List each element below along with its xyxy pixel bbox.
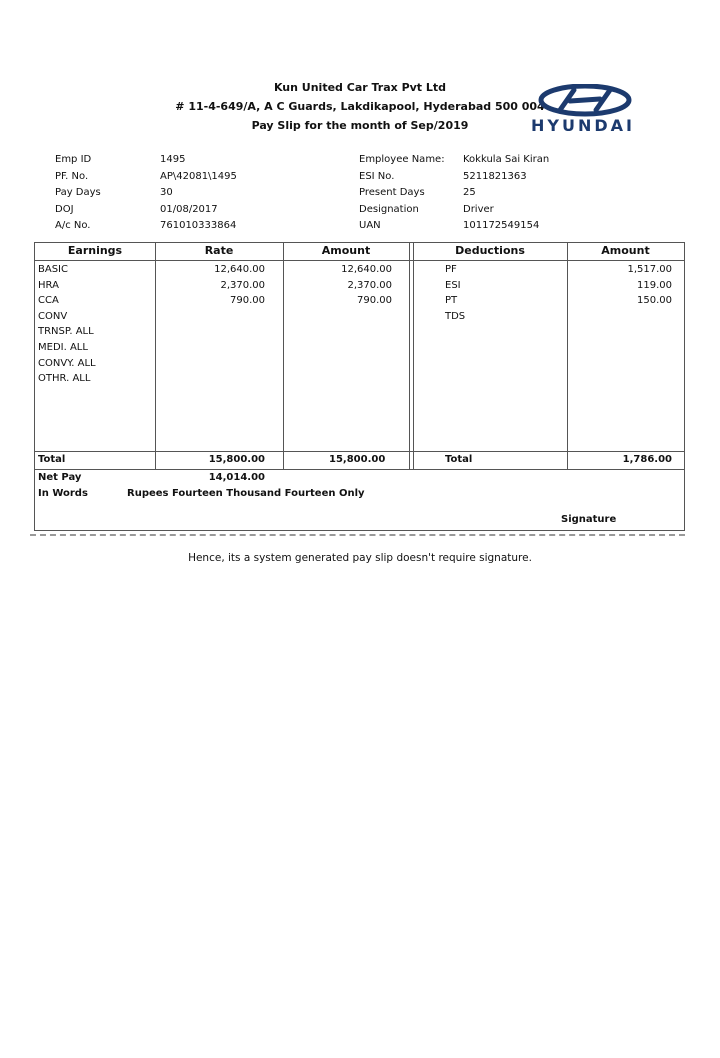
earning-name: CONVY. ALL — [38, 357, 96, 369]
payslip-title: Pay Slip for the month of Sep/2019 — [251, 119, 469, 132]
company-name: Kun United Car Trax Pvt Ltd — [273, 81, 447, 94]
dashed-separator — [30, 534, 685, 536]
employee-right-labels — [359, 152, 445, 235]
earning-name: CCA — [38, 295, 59, 307]
deduction-amount: 1,517.00 — [627, 264, 672, 275]
earning-amount: 790.00 — [357, 295, 392, 307]
earning-name: MEDI. ALL — [38, 341, 88, 353]
net-pay-label: Net Pay — [38, 472, 82, 483]
info-value: 25 — [463, 187, 476, 198]
info-label: UAN — [359, 220, 381, 231]
earnings-header: Earnings — [67, 244, 123, 257]
info-label: Present Days — [359, 187, 425, 198]
earning-name: OTHR. ALL — [38, 373, 91, 385]
amount-header: Amount — [321, 244, 371, 257]
info-label: Emp ID — [55, 154, 92, 165]
deduction-name: PT — [445, 295, 458, 307]
total-deductions: 1,786.00 — [622, 454, 672, 465]
info-label: Pay Days — [55, 187, 101, 198]
deduction-amount: 150.00 — [637, 295, 672, 307]
header-divider — [35, 260, 684, 261]
deduction-name: PF — [445, 264, 457, 275]
info-value: 761010333864 — [160, 220, 237, 231]
info-value: Driver — [463, 203, 494, 215]
info-value: AP\42081\1495 — [160, 170, 237, 182]
column-divider — [413, 243, 414, 469]
column-divider — [283, 243, 284, 469]
earnings-amounts — [290, 262, 392, 309]
employee-right-values — [463, 152, 549, 235]
earning-rate: 790.00 — [230, 295, 265, 307]
employee-left-values — [160, 152, 237, 235]
earning-rate: 2,370.00 — [220, 279, 265, 291]
total-label: Total — [38, 454, 66, 465]
net-pay-value: 14,014.00 — [208, 472, 265, 483]
deduction-amount: 119.00 — [637, 279, 672, 291]
info-label: A/c No. — [55, 220, 91, 231]
deduction-amount-header: Amount — [601, 244, 650, 257]
earnings-rates — [165, 262, 265, 309]
earnings-names — [38, 262, 96, 387]
info-value: Kokkula Sai Kiran — [463, 154, 550, 165]
deductions-header: Deductions — [455, 244, 525, 257]
in-words-label: In Words — [38, 488, 88, 499]
total-bottom-divider — [35, 469, 684, 470]
deduction-name: ESI — [445, 279, 461, 291]
info-label: ESI No. — [359, 170, 395, 182]
info-label: Employee Name: — [359, 154, 445, 165]
earning-rate: 12,640.00 — [214, 264, 265, 275]
earning-name: BASIC — [38, 264, 68, 275]
column-divider — [155, 243, 156, 469]
company-address: # 11-4-649/A, A C Guards, Lakdikapool, Hyderabad 500 004 — [175, 100, 545, 113]
column-divider — [409, 243, 410, 469]
info-label: PF. No. — [55, 170, 89, 182]
total-amount: 15,800.00 — [329, 454, 386, 465]
signature-label: Signature — [561, 514, 617, 525]
deduction-names — [445, 262, 465, 324]
deduction-amounts — [575, 262, 672, 309]
info-value: 30 — [160, 187, 173, 198]
footer-note: Hence, its a system generated pay slip doesn't require signature. — [188, 552, 532, 564]
total-deductions-label: Total — [445, 454, 473, 465]
earning-amount: 2,370.00 — [347, 279, 392, 291]
salary-table — [34, 242, 685, 531]
info-value: 101172549154 — [463, 220, 540, 231]
column-divider — [567, 243, 568, 469]
earning-amount: 12,640.00 — [341, 264, 392, 275]
info-label: DOJ — [55, 203, 74, 215]
rate-header: Rate — [204, 244, 234, 257]
in-words-value: Rupees Fourteen Thousand Fourteen Only — [127, 488, 365, 499]
info-value: 01/08/2017 — [160, 203, 218, 215]
info-value: 1495 — [160, 154, 186, 165]
total-rate: 15,800.00 — [208, 454, 265, 465]
earning-name: CONV — [38, 310, 68, 322]
earning-name: TRNSP. ALL — [38, 326, 94, 338]
deduction-name: TDS — [445, 310, 466, 322]
info-label: Designation — [359, 203, 419, 215]
earning-name: HRA — [38, 279, 59, 291]
info-value: 5211821363 — [463, 170, 527, 182]
employee-left-labels — [55, 152, 101, 235]
logo-wordmark: HYUNDAI — [531, 116, 635, 135]
